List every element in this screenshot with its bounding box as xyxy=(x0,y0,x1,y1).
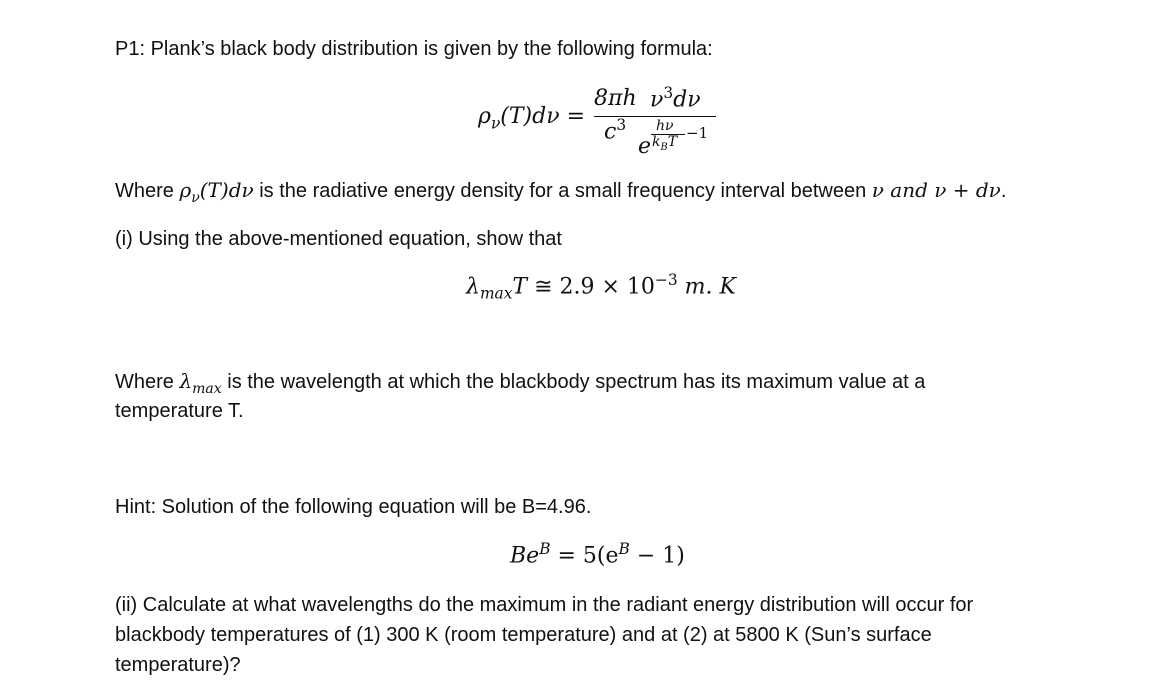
planck-den1: $c^3$ xyxy=(604,116,627,145)
planck-inner-den: $k_BT$ xyxy=(652,134,678,153)
planck-fracbar-2 xyxy=(636,116,716,117)
hint-text: Hint: Solution of the following equation will be B=4.96. xyxy=(115,496,592,518)
part-ii-line-3: temperature)? xyxy=(115,654,241,676)
part-i-text: (i) Using the above-mentioned equation, show that xyxy=(115,228,562,250)
where-rho-line: Where $\rho_\nu(T)d\nu$ is the radiative energy density for a small frequency interval between ν and ν + dν. xyxy=(115,178,1007,206)
hint-equation: $Be^B = 5(e^B - 1)$ xyxy=(510,540,685,569)
planck-exp-base: e xyxy=(638,134,652,159)
part-ii-line-1: (ii) Calculate at what wavelengths do the maximum in the radiant energy distribution will occur for xyxy=(115,594,974,616)
planck-inner-num: hν xyxy=(656,118,674,134)
where-lambda-line: Where $\lambda_{max}$ is the wavelength at which the blackbody spectrum has its maximum value at a xyxy=(115,369,926,397)
planck-minus-one: −1 xyxy=(686,124,709,142)
part-ii-line-2: blackbody temperatures of (1) 300 K (room temperature) and at (2) at 5800 K (Sun’s surface xyxy=(115,624,932,646)
wien-equation: $\lambda_{max}T$ ≅ $2.9 \times 10^{-3}$ m. K xyxy=(466,271,736,303)
planck-num1: 8πh xyxy=(594,86,637,111)
where-lambda-line-2: temperature T. xyxy=(115,400,244,422)
planck-num2: $\nu^3d\nu$ xyxy=(650,84,701,113)
planck-lhs: $\rho_\nu(T)d\nu$ = xyxy=(478,104,586,133)
problem-title: P1: Plank’s black body distribution is given by the following formula: xyxy=(115,38,713,60)
